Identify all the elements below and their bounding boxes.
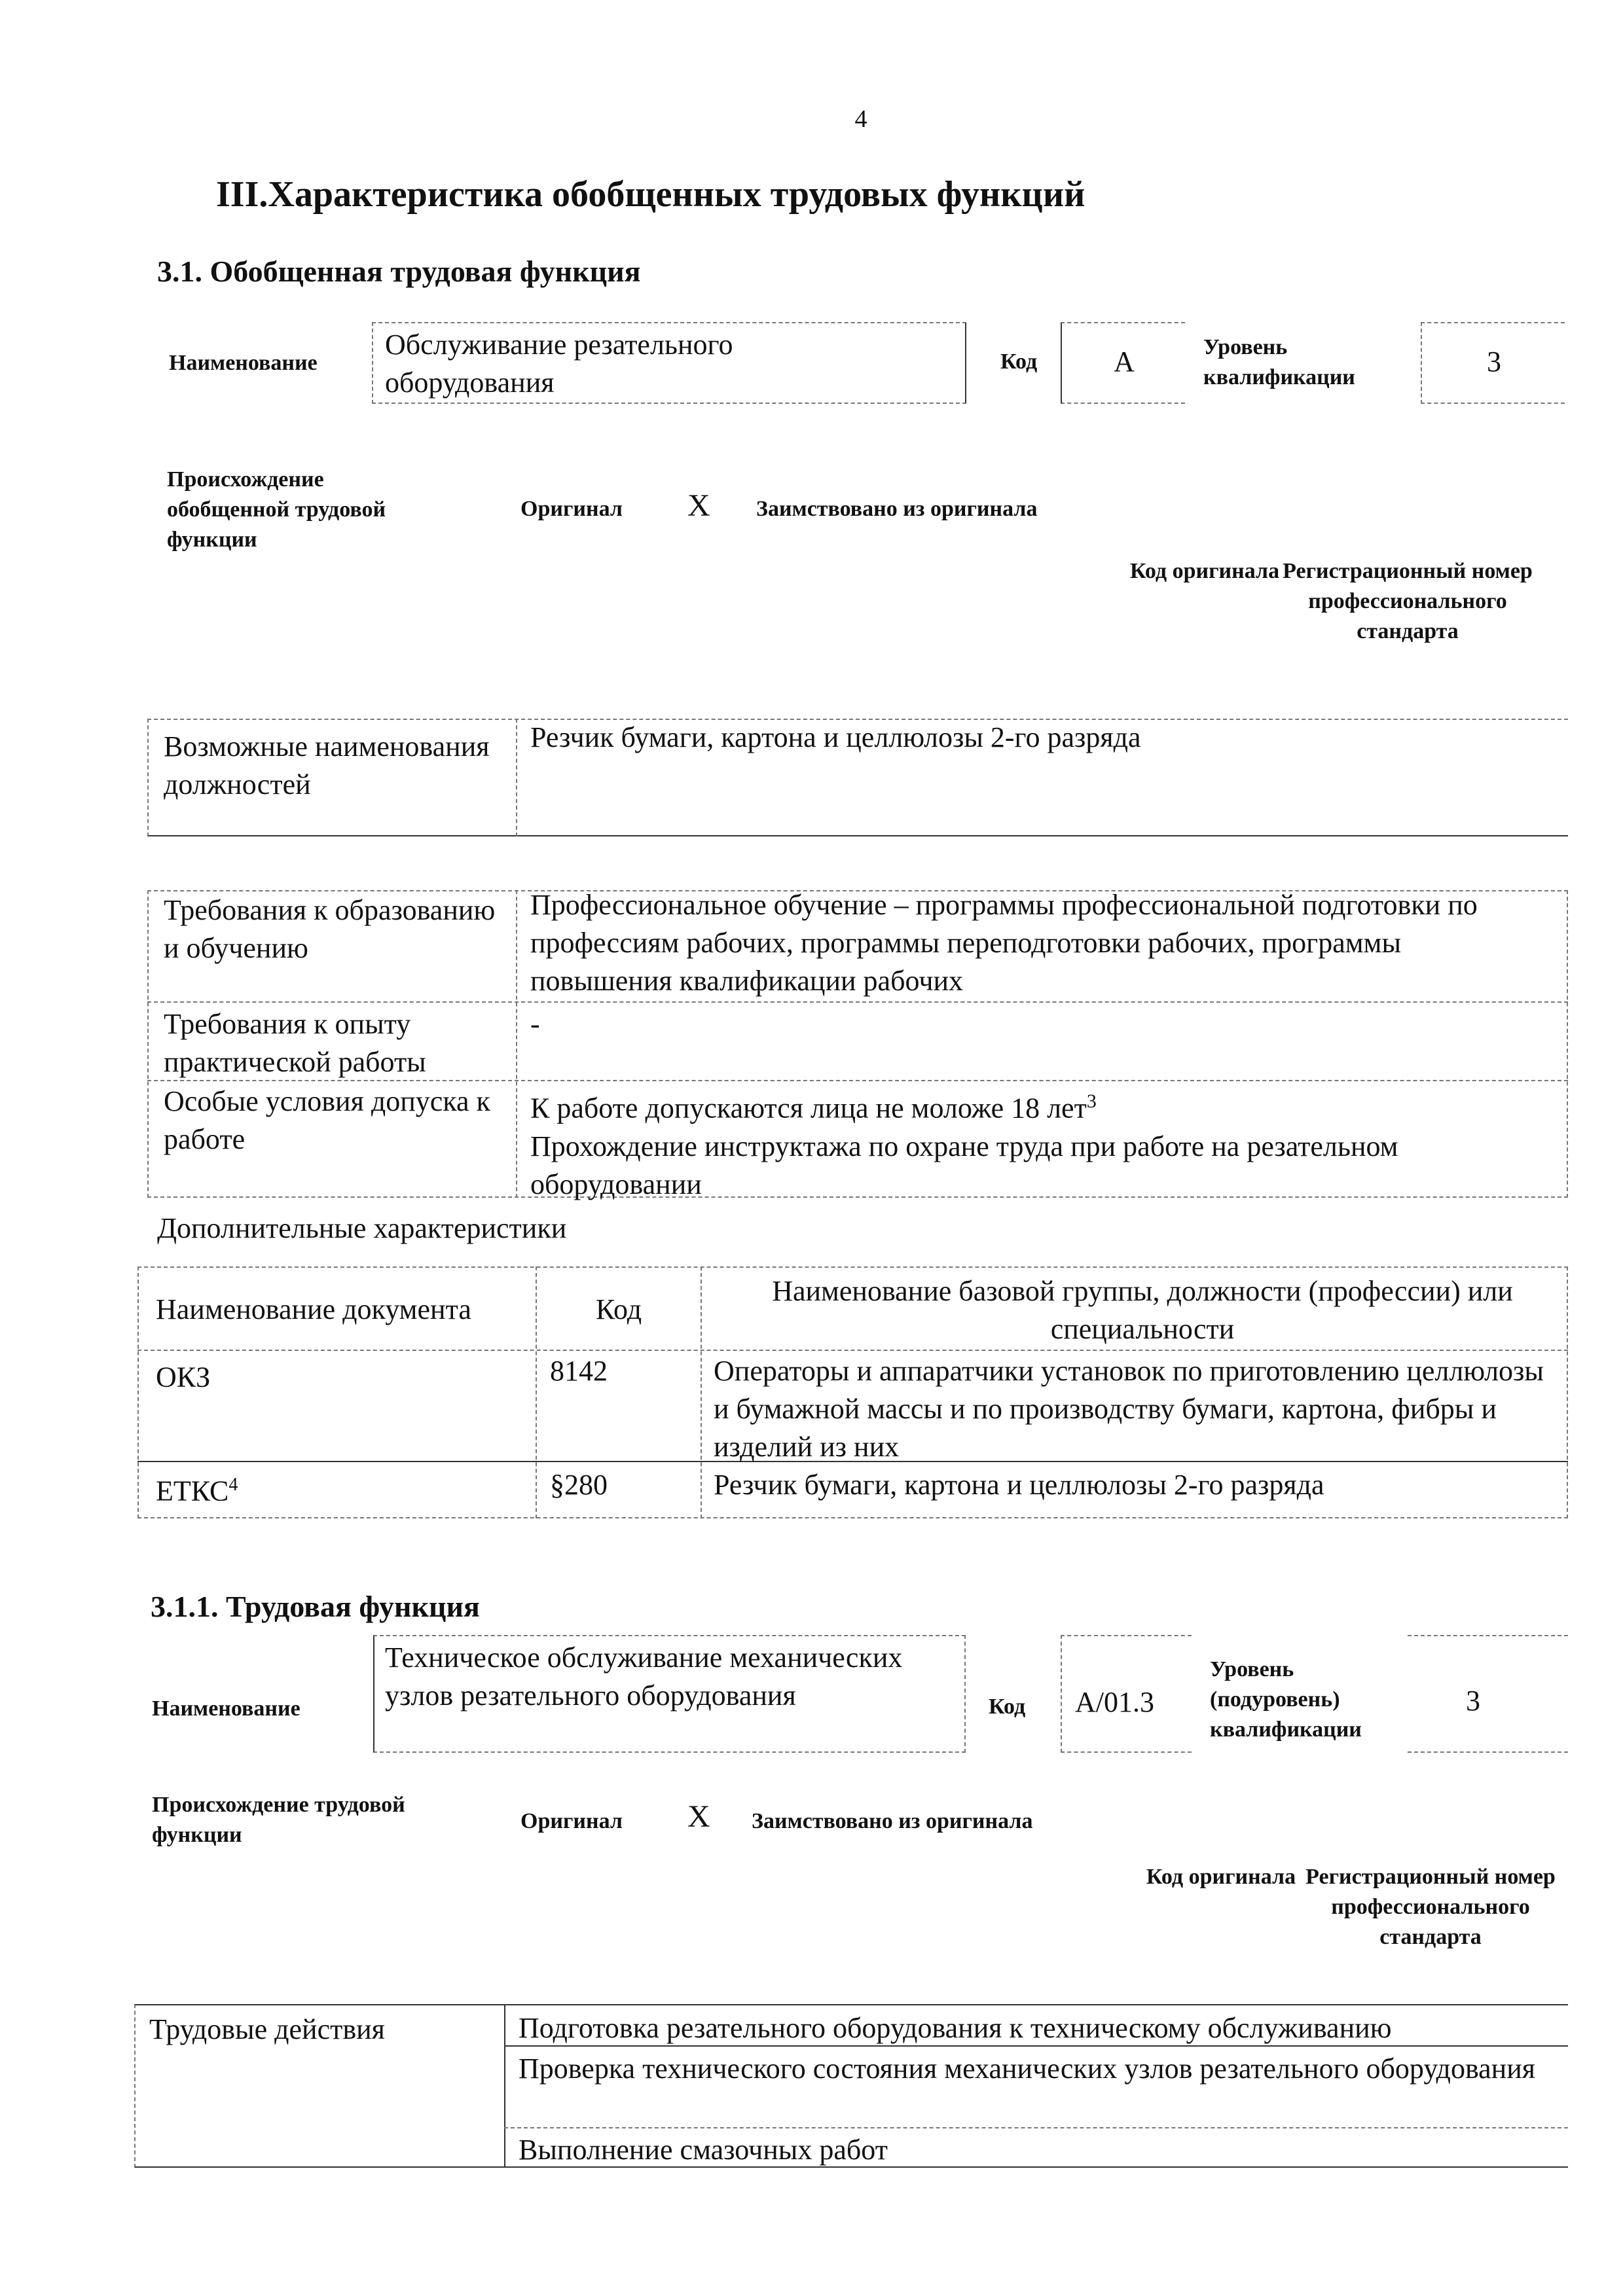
column-divider — [516, 890, 517, 1198]
footnote-ref[interactable]: 4 — [228, 1475, 238, 1495]
tf-actions-label: Трудовые действия — [149, 2013, 385, 2045]
tf-code-box — [1061, 1635, 1192, 1753]
gtf-positions-label: Возможные наименования должностей — [164, 730, 490, 800]
header-doc: Наименование документа — [156, 1293, 471, 1325]
header-group: Наименование базовой группы, должности (профессии) или специальности — [772, 1275, 1513, 1345]
row-1-doc-text: ОКЗ — [156, 1361, 211, 1393]
row-2-doc — [149, 1463, 536, 1513]
tf-orig-code-label: Код оригинала — [1146, 1865, 1296, 1889]
column-divider — [516, 719, 517, 836]
gtf-reg-number-label: Регистрационный номер профессионального стандарта — [1283, 559, 1533, 643]
gtf-borrowed-label: Заимствовано из оригинала — [756, 497, 1038, 521]
additional-heading: Дополнительные характеристики — [157, 1212, 567, 1244]
row-2-code: §280 — [550, 1469, 608, 1501]
gtf-conditions-value — [524, 1080, 1558, 1206]
tf-level-label: Уровень (подуровень) квалификации — [1210, 1657, 1362, 1742]
gtf-conditions-value-2: Прохождение инструктажа по охране труда при работе на резательном оборудовании — [530, 1130, 1398, 1200]
footnote-ref[interactable]: 3 — [1086, 1090, 1097, 1112]
gtf-code-box — [1061, 322, 1185, 404]
tf-action-1: Подготовка резательного оборудования к техническому обслуживанию — [519, 2012, 1392, 2044]
row-1-doc — [149, 1350, 536, 1399]
header-code: Код — [595, 1293, 642, 1325]
tf-heading: 3.1.1. Трудовая функция — [151, 1590, 480, 1623]
tf-code-label: Код — [989, 1695, 1026, 1719]
column-divider — [701, 1266, 702, 1518]
tf-origin-label: Происхождение трудовой функции — [152, 1793, 405, 1847]
gtf-name-label: Наименование — [169, 351, 318, 375]
gtf-conditions-value-1: К работе допускаются лица не моложе 18 лет — [530, 1092, 1087, 1124]
gtf-level-box — [1421, 322, 1565, 404]
row-2-doc-text: ЕТКС — [156, 1475, 229, 1507]
column-divider — [504, 2004, 505, 2168]
gtf-code-value: А — [1114, 346, 1135, 378]
gtf-experience-label: Требования к опыту практической работы — [164, 1008, 426, 1078]
page-number: 4 — [854, 105, 867, 133]
tf-action-2: Проверка технического состояния механических узлов резательного оборудования — [519, 2053, 1535, 2085]
gtf-name-value: Обслуживание резательного оборудования — [385, 329, 733, 399]
gtf-positions-value: Резчик бумаги, картона и целлюлозы 2-го разряда — [530, 721, 1141, 753]
tf-name-value: Техническое обслуживание механических узлов резательного оборудования — [385, 1641, 903, 1712]
gtf-name-box — [372, 322, 966, 404]
tf-original-mark: Х — [687, 1799, 710, 1834]
tf-action-3: Выполнение смазочных работ — [519, 2134, 888, 2166]
gtf-code-label: Код — [1000, 350, 1038, 374]
row-1-code: 8142 — [550, 1355, 608, 1387]
tf-name-label: Наименование — [152, 1696, 301, 1721]
gtf-education-value: Профессиональное обучение – программы профессиональной подготовки по профессиям рабочих, программы переподготовки рабочих, программы повышения квалификации рабочих — [530, 889, 1478, 997]
gtf-education-label: Требования к образованию и обучению — [164, 894, 496, 964]
gtf-heading: 3.1. Обобщенная трудовая функция — [157, 255, 641, 288]
gtf-original-mark: Х — [687, 488, 710, 523]
tf-level-box — [1408, 1635, 1568, 1753]
tf-original-label: Оригинал — [520, 1809, 623, 1833]
row-2-group: Резчик бумаги, картона и целлюлозы 2-го разряда — [714, 1469, 1324, 1501]
tf-reg-number-label: Регистрационный номер профессионального стандарта — [1305, 1865, 1556, 1949]
gtf-level-value: 3 — [1487, 346, 1501, 378]
gtf-experience-value: - — [530, 1008, 540, 1040]
section-title: III.Характеристика обобщенных трудовых функций — [216, 174, 1085, 215]
gtf-orig-code-label: Код оригинала — [1129, 559, 1280, 583]
row-1-group: Операторы и аппаратчики установок по приготовлению целлюлозы и бумажной массы и по производству бумаги, картона, фибры и изделий из них — [714, 1355, 1544, 1463]
tf-name-box — [373, 1635, 966, 1753]
tf-level-value: 3 — [1466, 1685, 1480, 1717]
gtf-level-label: Уровень квалификации — [1203, 335, 1355, 389]
gtf-origin-label: Происхождение обобщенной трудовой функции — [167, 467, 386, 552]
tf-code-value: А/01.3 — [1075, 1686, 1154, 1718]
gtf-conditions-label: Особые условия допуска к работе — [164, 1085, 490, 1155]
gtf-original-label: Оригинал — [520, 497, 623, 521]
tf-borrowed-label: Заимствовано из оригинала — [752, 1809, 1033, 1833]
